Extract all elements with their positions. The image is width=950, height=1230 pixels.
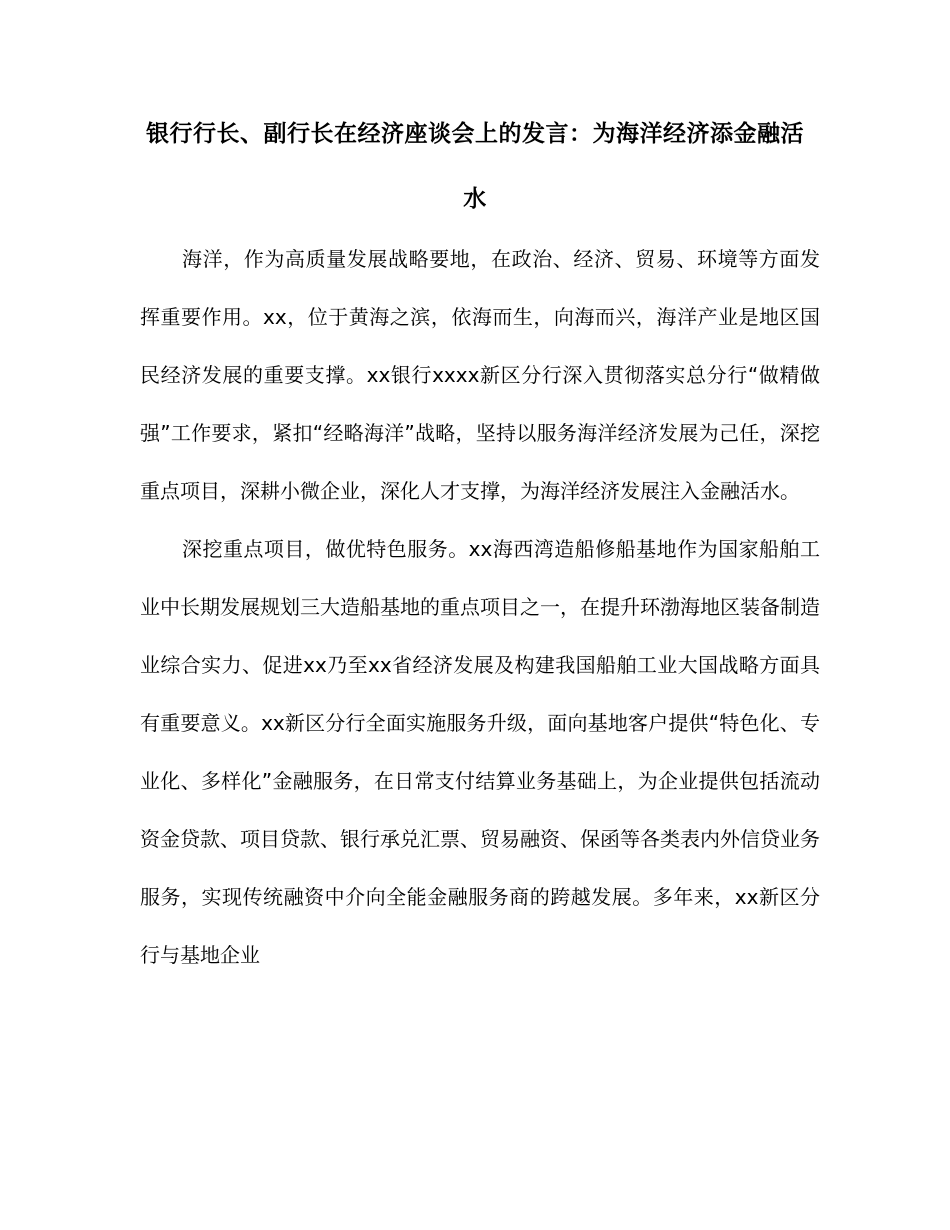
- document-body: [140, 230, 820, 984]
- document-title: 银行行长、副行长在经济座谈会上的发言：为海洋经济添金融活水: [146, 121, 804, 212]
- paragraph-2: 深挖重点项目，做优特色服务。xx海西湾造船修船基地作为国家船舶工业中长期发展规划三大造船基地的重点项目之一，在提升环渤海地区装备制造业综合实力、促进xx乃至xx省经济发展及构建我国船舶工业大国战略方面具有重要意义。xx新区分行全面实施服务升级，面向基地客户提供“特色化、专业化、多样化”金融服务，在日常支付结算业务基础上，为企业提供包括流动资金贷款、项目贷款、银行承兑汇票、贸易融资、保函等各类表内外信贷业务服务，实现传统融资中介向全能金融服务商的跨越发展。多年来，xx新区分行与基地企业: [140, 537, 820, 967]
- paragraph-1: 海洋，作为高质量发展战略要地，在政治、经济、贸易、环境等方面发挥重要作用。xx，位于黄海之滨，依海而生，向海而兴，海洋产业是地区国民经济发展的重要支撑。xx银行xxxx新区分行深入贯彻落实总分行“做精做强”工作要求，紧扣“经略海洋”战略，坚持以服务海洋经济发展为己任，深挖重点项目，深耕小微企业，深化人才支撑，为海洋经济发展注入金融活水。: [140, 247, 820, 503]
